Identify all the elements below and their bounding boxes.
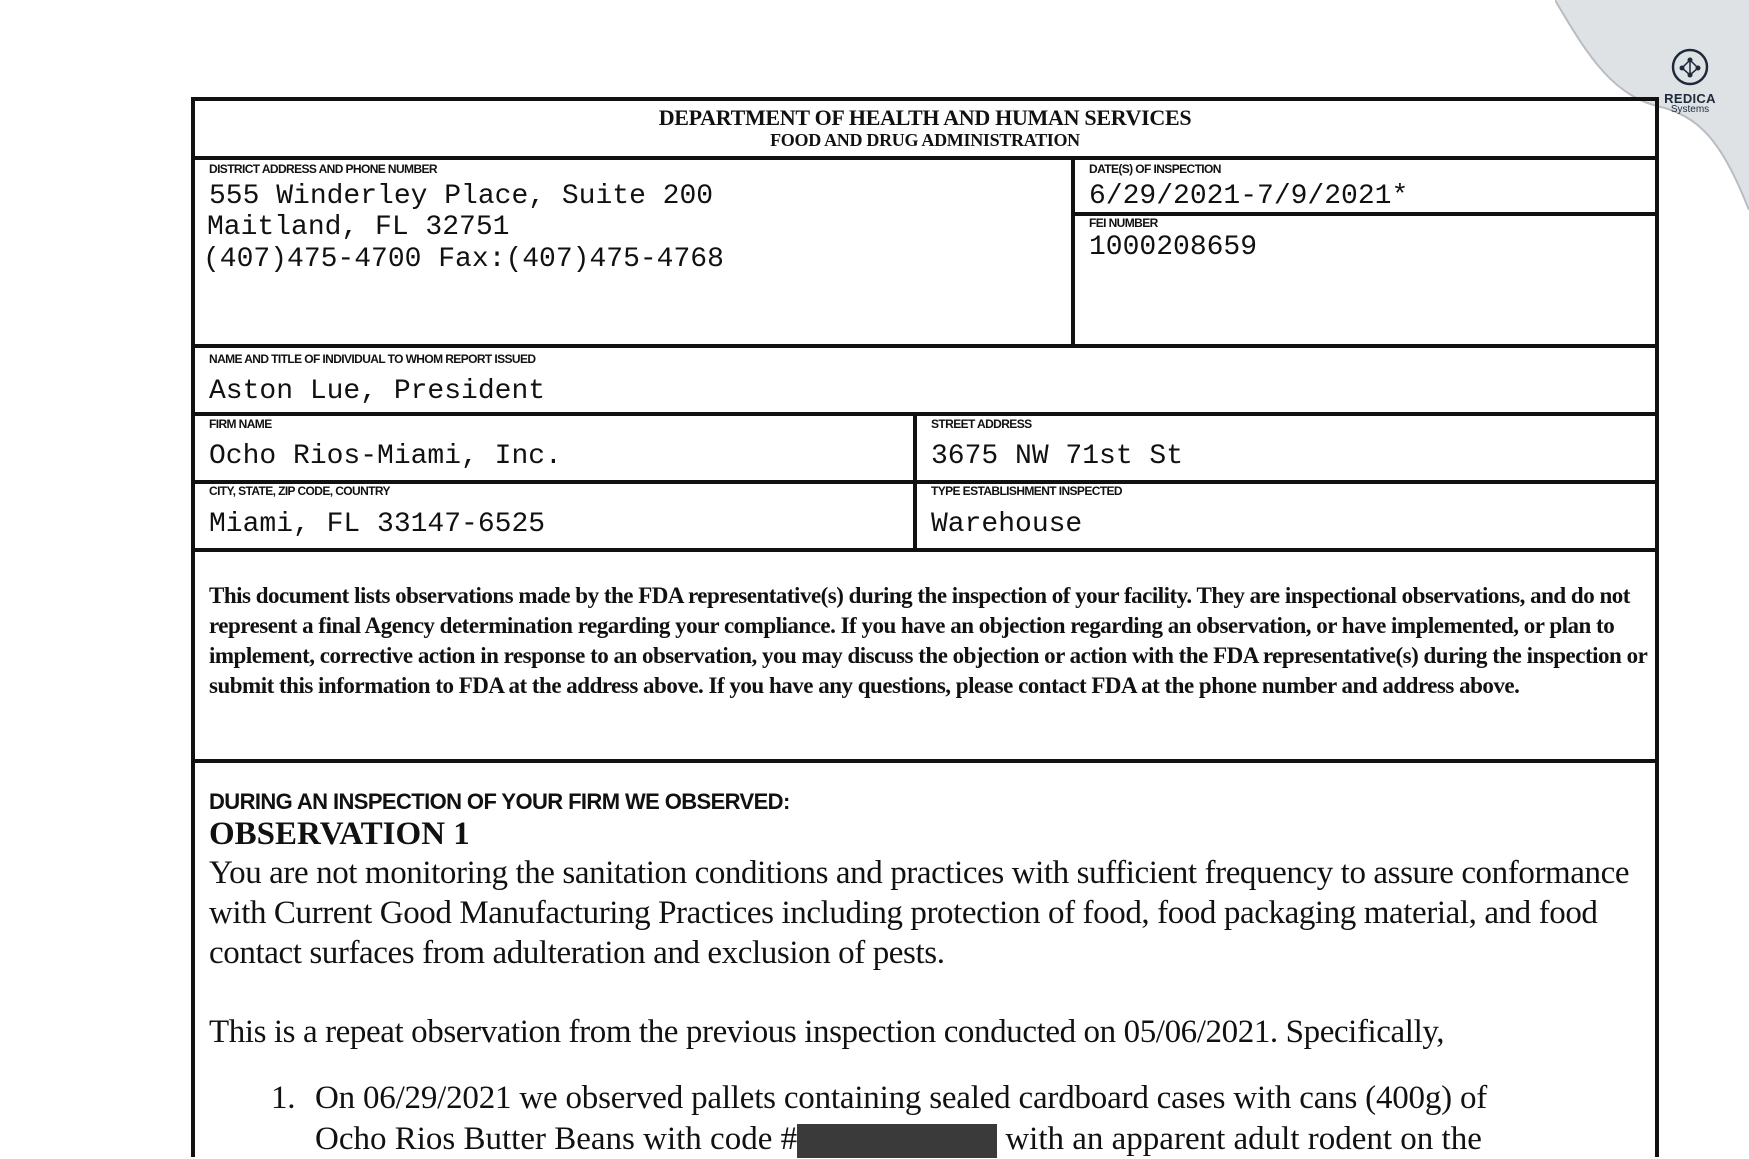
disclaimer-text: This document lists observations made by the FDA representative(s) during the inspection of your facility. They are inspectional observations, and do not represent a final Agency determination regarding your compliance. If you have an objection regarding an observation, or have implemented, or plan to implement, corrective action in response to an observation, you may discuss the objection or action with the FDA representative(s) during the inspection or submit this information to FDA at the address above. If you have any questions, please contact FDA at the phone number and address above. xyxy=(209,583,1647,698)
item-continued-end: with an apparent adult rodent on the xyxy=(1005,1121,1482,1157)
district-address-label: DISTRICT ADDRESS AND PHONE NUMBER xyxy=(209,162,437,176)
firm-name-cell xyxy=(195,416,913,480)
item-continued-start: Ocho Rios Butter Beans with code # xyxy=(315,1121,798,1157)
establishment-type-cell xyxy=(917,484,1659,548)
observations-heading: DURING AN INSPECTION OF YOUR FIRM WE OBSERVED: xyxy=(209,789,790,814)
issued-to-cell xyxy=(195,348,1659,412)
redica-subtitle: Systems xyxy=(1670,104,1710,115)
district-address-line2: Maitland, FL 32751 xyxy=(207,212,510,243)
redaction-box xyxy=(797,1124,997,1158)
fda-483-form xyxy=(191,97,1659,1157)
street-address-value: 3675 NW 71st St xyxy=(931,441,1184,472)
street-address-label: STREET ADDRESS xyxy=(931,417,1032,431)
divider xyxy=(195,548,1655,552)
district-address-line1: 555 Winderley Place, Suite 200 xyxy=(209,181,714,212)
fei-number-value: 1000208659 xyxy=(1089,232,1258,263)
redica-name: REDICA xyxy=(1664,91,1716,106)
firm-name-label: FIRM NAME xyxy=(209,417,272,431)
agency-heading: FOOD AND DRUG ADMINISTRATION xyxy=(770,130,1080,150)
issued-to-label: NAME AND TITLE OF INDIVIDUAL TO WHOM REPORT ISSUED xyxy=(209,352,536,366)
divider xyxy=(195,759,1655,763)
district-address-cell xyxy=(195,160,1071,347)
observation-item-continued xyxy=(315,1119,1482,1159)
city-state-zip-label: CITY, STATE, ZIP CODE, COUNTRY xyxy=(209,484,390,498)
department-heading: DEPARTMENT OF HEALTH AND HUMAN SERVICES xyxy=(658,105,1192,130)
observation-text: You are not monitoring the sanitation conditions and practices with sufficient frequency to assure conformance with Current Good Manufacturing Practices including protection of food, food packaging material, and food contact surfaces from adulteration and exclusion of pests. xyxy=(209,855,1630,971)
city-state-zip-value: Miami, FL 33147-6525 xyxy=(209,509,546,540)
observation-title: OBSERVATION 1 xyxy=(209,816,470,852)
establishment-type-label: TYPE ESTABLISHMENT INSPECTED xyxy=(931,484,1122,498)
fei-number-label: FEI NUMBER xyxy=(1089,216,1158,230)
firm-name-value: Ocho Rios-Miami, Inc. xyxy=(209,441,562,472)
street-address-cell xyxy=(917,416,1659,480)
fei-number-cell xyxy=(1075,216,1659,347)
repeat-observation-text: This is a repeat observation from the previous inspection conducted on 05/06/2021. Specifically, xyxy=(209,1014,1445,1050)
item-text: On 06/29/2021 we observed pallets containing sealed cardboard cases with cans (400g) of xyxy=(315,1080,1488,1116)
inspection-dates-value: 6/29/2021-7/9/2021* xyxy=(1089,181,1409,212)
molecule-icon xyxy=(1670,48,1710,86)
establishment-type-value: Warehouse xyxy=(931,509,1083,540)
item-number: 1. xyxy=(271,1080,296,1116)
inspection-dates-label: DATE(S) OF INSPECTION xyxy=(1089,162,1221,176)
inspection-dates-cell xyxy=(1075,160,1659,213)
issued-to-value: Aston Lue, President xyxy=(209,376,546,407)
district-phone-fax: (407)475-4700 Fax:(407)475-4768 xyxy=(203,244,724,275)
observation-item xyxy=(271,1078,1487,1118)
city-state-zip-cell xyxy=(195,484,913,548)
